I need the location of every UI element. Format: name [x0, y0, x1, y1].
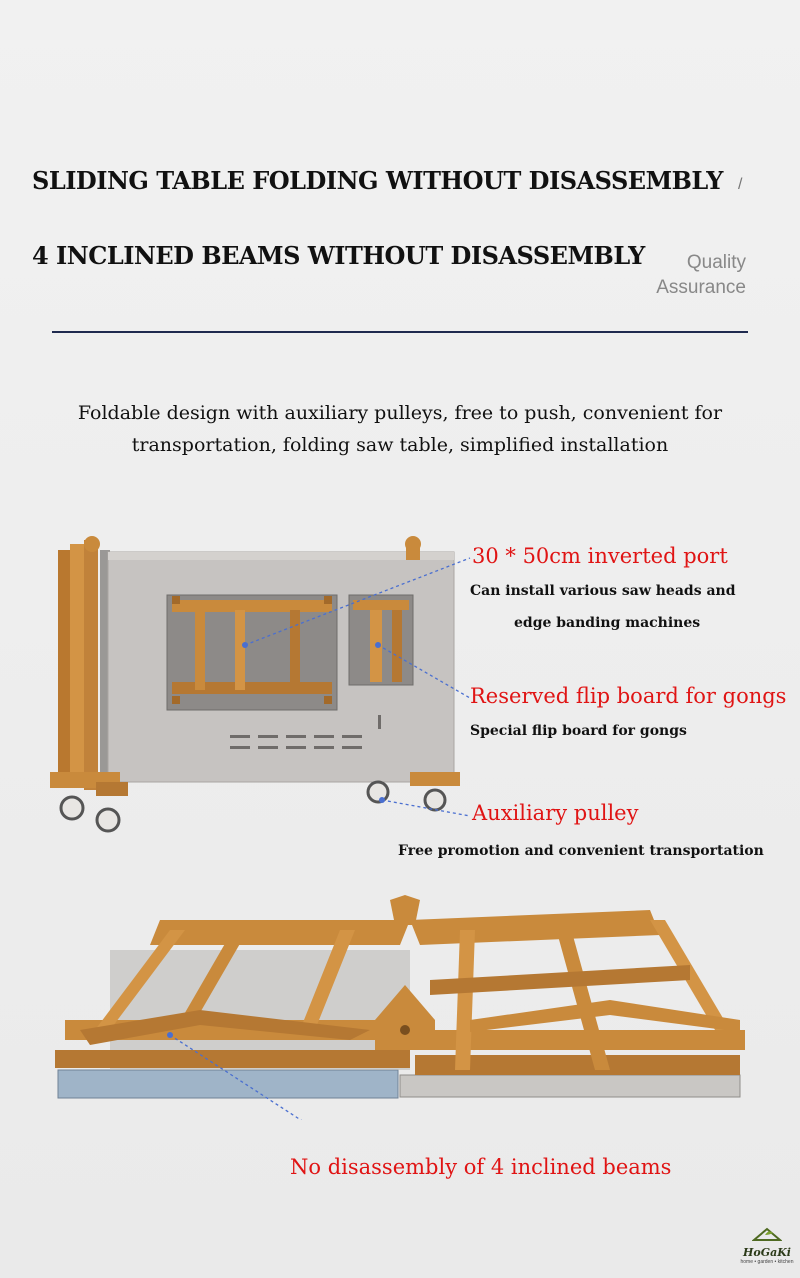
quality-tag-line2: Assurance [656, 277, 746, 298]
brand-name: HoGaKi [743, 1246, 791, 1259]
folded-saw-table-illustration [40, 530, 480, 850]
intro-line2: transportation, folding saw table, simplified installation [131, 434, 669, 456]
callout-inverted-port-title: 30 * 50cm inverted port [472, 544, 728, 568]
callout-flip-board-title: Reserved flip board for gongs [470, 684, 787, 708]
header-divider [52, 331, 748, 333]
house-icon [752, 1226, 782, 1242]
quality-assurance-tag [628, 250, 746, 300]
headline-sliding-table: SLIDING TABLE FOLDING WITHOUT DISASSEMBLY [32, 166, 723, 195]
intro-text [0, 397, 800, 461]
callout-pulley-title: Auxiliary pulley [472, 801, 639, 825]
callout-flip-board-sub: Special flip board for gongs [470, 723, 687, 739]
callout-inverted-port-sub1: Can install various saw heads and [470, 583, 736, 599]
callout-inclined-beams-title: No disassembly of 4 inclined beams [290, 1155, 672, 1179]
callout-pulley-sub: Free promotion and convenient transportation [398, 843, 764, 859]
brand-tagline: home • garden • kitchen [740, 1259, 794, 1265]
separator-slash: / [738, 176, 743, 193]
brand-logo [736, 1226, 798, 1265]
unfolded-frame-illustration [50, 890, 750, 1120]
callout-inverted-port-sub2: edge banding machines [514, 615, 701, 631]
intro-line1: Foldable design with auxiliary pulleys, free to push, convenient for [77, 402, 723, 424]
headline-inclined-beams: 4 INCLINED BEAMS WITHOUT DISASSEMBLY [32, 241, 645, 270]
quality-tag-line1: Quality [686, 252, 746, 273]
